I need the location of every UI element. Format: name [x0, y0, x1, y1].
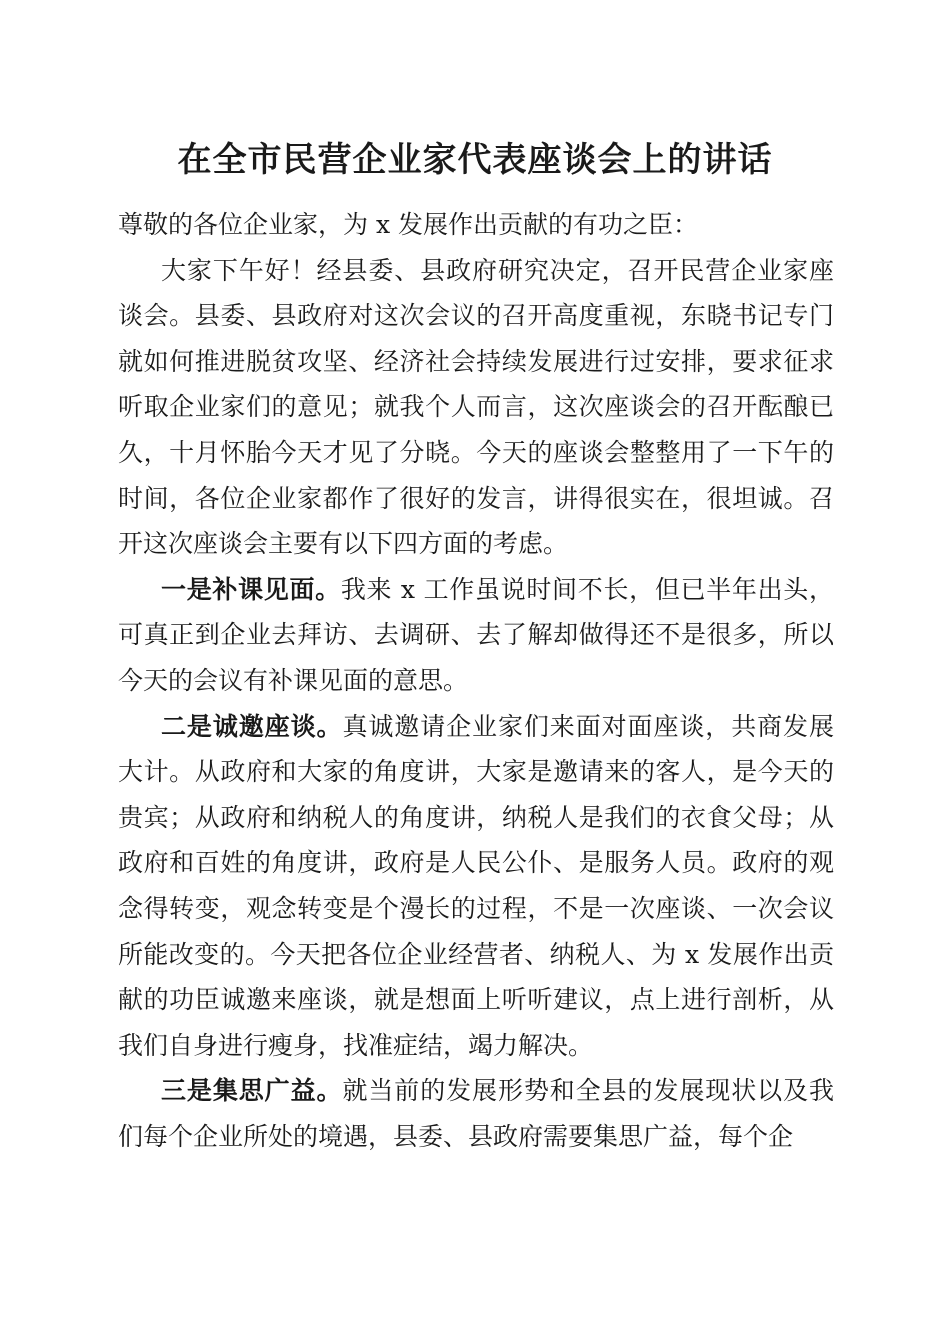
paragraph-lead: 二是诚邀座谈。 [161, 711, 343, 741]
paragraph-text: 就当前的发展形势和全县的发展现状以及我们每个企业所处的境遇，县委、县政府需要集思广益，每个企 [118, 1076, 834, 1151]
paragraph-point-2 [118, 704, 834, 1069]
salutation: 尊敬的各位企业家，为 x 发展作出贡献的有功之臣： [118, 210, 698, 239]
paragraph-text: 我来 x 工作虽说时间不长，但已半年出头，可真正到企业去拜访、去调研、去了解却做得还不是很多，所以今天的会议有补课见面的意思。 [118, 574, 834, 695]
paragraph-text: 真诚邀请企业家们来面对面座谈，共商发展大计。从政府和大家的角度讲，大家是邀请来的客人，是今天的贵宾；从政府和纳税人的角度讲，纳税人是我们的衣食父母；从政府和百姓的角度讲，政府是人民公仆、是服务人员。政府的观念得转变，观念转变是个漫长的过程，不是一次座谈、一次会议所能改变的。今天把各位企业经营者、纳税人、为 x 发展作出贡献的功臣诚邀来座谈，就是想面上听听建议，点上进行剖析，从我们自身进行瘦身，找准症结，竭力解决。 [118, 711, 834, 1060]
paragraph-lead: 一是补课见面。 [161, 574, 341, 604]
paragraph-point-3 [118, 1068, 834, 1159]
document-title: 在全市民营企业家代表座谈会上的讲话 [177, 140, 773, 180]
paragraph-text: 大家下午好！经县委、县政府研究决定，召开民营企业家座谈会。县委、县政府对这次会议的召开高度重视，东晓书记专门就如何推进脱贫攻坚、经济社会持续发展进行过安排，要求征求听取企业家们的意见；就我个人而言，这次座谈会的召开酝酿已久，十月怀胎今天才见了分晓。今天的座谈会整整用了一下午的时间，各位企业家都作了很好的发言，讲得很实在，很坦诚。召开这次座谈会主要有以下四方面的考虑。 [118, 255, 834, 559]
paragraph-point-1 [118, 567, 834, 704]
document-body [118, 202, 834, 1159]
paragraph-greeting [118, 248, 834, 567]
paragraph-lead: 三是集思广益。 [161, 1076, 343, 1106]
